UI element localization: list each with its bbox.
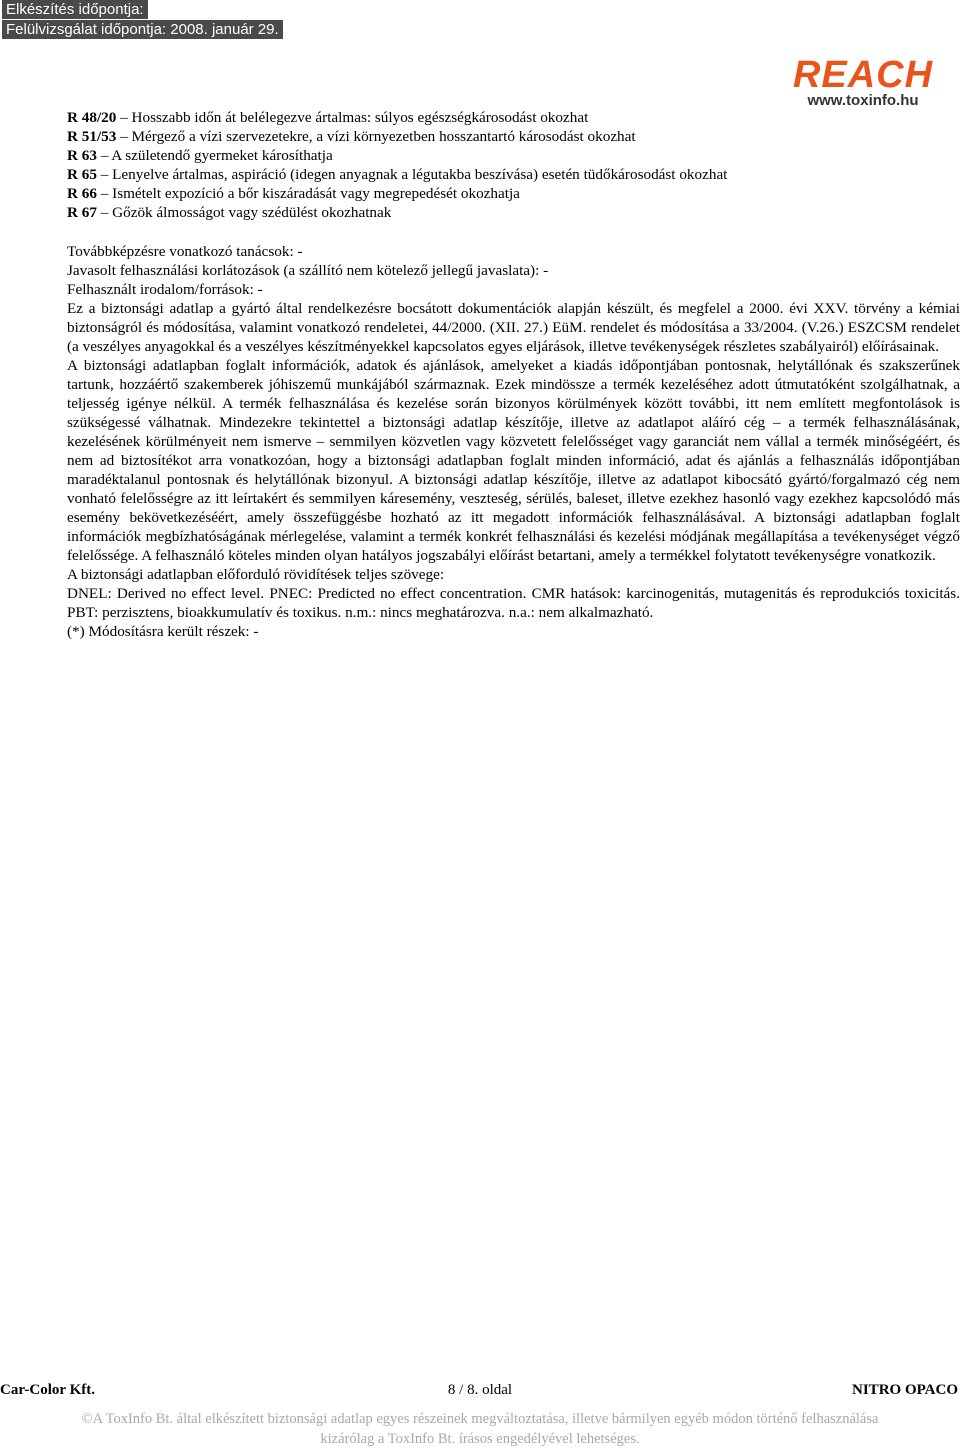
r-phrase-code: R 48/20 xyxy=(67,109,117,126)
training-advice: Továbbképzésre vonatkozó tanácsok: - xyxy=(67,243,303,260)
r-phrase-text: – Hosszabb időn át belélegezve ártalmas: súlyos egészségkárosodást okozhat xyxy=(116,109,589,126)
r-phrase-text: – Gőzök álmosságot vagy szédülést okozhatnak xyxy=(96,204,392,221)
r-phrase xyxy=(67,108,960,127)
r-phrase-code: R 63 xyxy=(67,147,97,164)
r-phrase-code: R 65 xyxy=(67,166,97,183)
revision-date-label: Felülvizsgálat időpontja: 2008. január 29. xyxy=(2,20,283,39)
page-footer xyxy=(0,1380,960,1400)
legal-compliance-paragraph: Ez a biztonsági adatlap a gyártó által rendelkezésre bocsátott dokumentációk alapján készült, és megfelel a 2000. évi XXV. törvény a kémiai biztonságról és módosítása, valamint vonatkozó rendeletei, 44/2000. (XII. 27.) EüM. rendelet és módosítása a 33/2004. (V.26.) ESZCSM rendelet (a veszélyes anyagokkal és a veszélyes készítményekkel kapcsolatos egyes eljárások, illetve tevékenységek részletes szabályairól) előírásainak. xyxy=(67,300,960,355)
copyright-line-1: ©A ToxInfo Bt. által elkészített biztonsági adatlap egyes részeinek megváltoztatása, illetve bármilyen egyéb módon történő felhasználása xyxy=(81,1411,879,1427)
reach-logo xyxy=(788,56,938,112)
creation-date-label: Elkészítés időpontja: xyxy=(2,0,148,19)
usage-restrictions: Javasolt felhasználási korlátozások (a szállító nem kötelező jellegű javaslata): - xyxy=(67,262,549,279)
company-name: Car-Color Kft. xyxy=(0,1382,95,1398)
r-phrase-code: R 66 xyxy=(67,185,97,202)
copyright-line-2: kizárólag a ToxInfo Bt. írásos engedélyével lehetséges. xyxy=(320,1431,640,1447)
r-phrase xyxy=(67,203,960,222)
r-phrase-code: R 51/53 xyxy=(67,128,117,145)
page-number: 8 / 8. oldal xyxy=(447,1382,513,1398)
r-phrase xyxy=(67,165,960,184)
abbreviations-text: DNEL: Derived no effect level. PNEC: Predicted no effect concentration. CMR hatások: karcinogenitás, mutagenitás és reprodukciós toxicitás. PBT: perzisztens, bioakkumulatív és toxikus. n.m.: nincs meghatározva. n.a.: nem alkalmazható. xyxy=(67,585,960,621)
reach-logo-url: www.toxinfo.hu xyxy=(807,92,919,109)
copyright-notice xyxy=(0,1409,960,1449)
r-phrase xyxy=(67,184,960,203)
r-phrase-code: R 67 xyxy=(67,204,97,221)
r-phrase xyxy=(67,146,960,165)
reach-logo-word: REACH xyxy=(792,54,934,96)
document-header xyxy=(0,0,960,42)
modified-sections: (*) Módosításra került részek: - xyxy=(67,623,259,640)
abbreviations-title: A biztonsági adatlapban előforduló rövidítések teljes szövege: xyxy=(67,566,445,583)
section-spacer xyxy=(67,222,960,242)
r-phrase xyxy=(67,127,960,146)
r-phrase-text: – Mérgező a vízi szervezetekre, a vízi környezetben hosszantartó károsodást okozhat xyxy=(116,128,636,145)
literature-sources: Felhasznált irodalom/források: - xyxy=(67,281,263,298)
product-name: NITRO OPACO xyxy=(852,1382,958,1398)
r-phrase-text: – Ismételt expozíció a bőr kiszáradását vagy megrepedését okozhatja xyxy=(96,185,520,202)
document-body xyxy=(67,108,960,641)
r-phrase-text: – Lenyelve ártalmas, aspiráció (idegen anyagnak a légutakba beszívása) esetén tüdőkárosodást okozhat xyxy=(96,166,728,183)
r-phrase-text: – A születendő gyermeket károsíthatja xyxy=(96,147,333,164)
disclaimer-paragraph: A biztonsági adatlapban foglalt információk, adatok és ajánlások, amelyeket a kiadás időpontjában pontosnak, helytállónak és szakszerűnek tartunk, hozzáértő szakemberek jóhiszemű munkájából származnak. Ezek mindössze a termék kezeléséhez adott útmutatóként szolgálhatnak, a teljesség igénye nélkül. A termék felhasználása és kezelése során bizonyos körülmények között további, itt nem említett megfontolások is szükségessé válhatnak. Mindezekre tekintettel a biztonsági adatlap készítője, illetve az adatlapot aláíró cég – a termék felhasználásának, kezelésének körülményeit nem ismerve – semmilyen közvetlen vagy közvetett felelősséget vagy garanciát nem vállal a termék minőségéért, és nem ad biztosítékot arra vonatkozóan, hogy a biztonsági adatlapban foglalt minden információ, adat és ajánlás a felhasználás időpontjában maradéktalanul pontosnak és helytállónak bizonyul. A biztonsági adatlap készítője, illetve az adatlapot kibocsátó gyártó/forgalmazó cég nem vonható felelősségre az itt leírtakért és semmilyen káresemény, veszteség, sérülés, baleset, illetve ezekhez hasonló vagy ezekhez kapcsolódó más esemény bekövetkezéséért, amely összefüggésbe hozható az itt megadott információk felhasználásával. A biztonsági adatlapban foglalt információk megbízhatóságának mérlegelése, valamint a termék konkrét felhasználási és kezelési módjának megállapítása a tevékenységet végző felelőssége. A felhasználó köteles minden olyan hatályos jogszabályi előírást betartani, amely a termékkel folytatott tevékenységre vonatkozik. xyxy=(67,357,960,564)
